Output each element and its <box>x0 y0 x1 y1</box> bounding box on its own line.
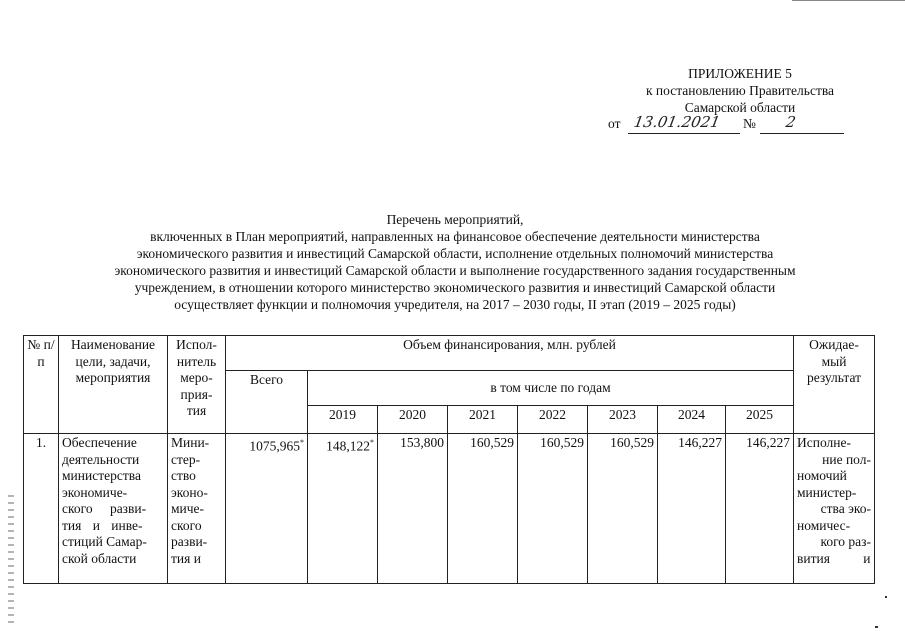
cell-line: ства эко- <box>820 501 871 516</box>
scan-speck <box>875 626 878 628</box>
cell-line: номичес- <box>797 517 851 533</box>
row-value-2022: 160,529 <box>518 434 588 584</box>
cell-line: стер- <box>171 451 201 467</box>
title-line: экономического развития и инвестиций Самарской области и выполнение государственного задания государственным <box>114 263 796 278</box>
appendix-subtitle: к постановлению Правительства <box>645 83 835 98</box>
header-num: № п/п <box>24 336 59 434</box>
table-row <box>24 434 875 584</box>
cell-line: кого раз- <box>820 534 871 549</box>
row-value-2024: 146,227 <box>658 434 726 584</box>
footnote-mark: * <box>370 438 374 447</box>
cell-line: Исполне- <box>797 435 851 450</box>
scan-speck <box>885 596 887 598</box>
top-edge-line <box>792 0 905 1</box>
footnote-mark: * <box>300 438 304 447</box>
title-line: Перечень мероприятий, <box>386 212 524 227</box>
header-year: 2025 <box>726 406 794 434</box>
cell-line: министер- <box>797 484 857 500</box>
value: 148,122 <box>326 438 370 454</box>
header-by-years: в том числе по годам <box>308 371 794 406</box>
row-value-2025: 146,227 <box>726 434 794 584</box>
cell-line: миче- <box>171 501 205 516</box>
title-line: экономического развития и инвестиций Самарской области, исполнение отдельных полномочий министерства <box>136 246 774 261</box>
header-year: 2020 <box>378 406 448 434</box>
cell-line: вития и <box>797 550 871 566</box>
measures-table <box>23 335 875 584</box>
row-total <box>226 434 308 584</box>
header-year: 2021 <box>448 406 518 434</box>
row-num: 1. <box>24 434 59 584</box>
row-result <box>794 434 875 584</box>
decree-date-line <box>608 113 848 136</box>
cell-line: тия и инве- <box>62 517 143 533</box>
cell-line: разви- <box>171 534 208 549</box>
title-line: включенных в План мероприятий, направленных на финансовое обеспечение деятельности министерства <box>150 229 760 244</box>
cell-line: ского <box>171 517 202 533</box>
cell-line: деятельности <box>62 451 140 467</box>
cell-line: ние пол- <box>822 451 871 467</box>
header-year: 2023 <box>588 406 658 434</box>
title-line: осуществляет функции и полномочия учредителя, на 2017 – 2030 годы, II этап (2019 – 2025 годы) <box>174 297 736 312</box>
header-name: Наименование цели, задачи, мероприятия <box>59 336 168 434</box>
row-value-2019 <box>308 434 378 584</box>
cell-line: министерства <box>62 468 141 483</box>
header-result: Ожидае-мый результат <box>794 336 875 434</box>
cell-line: эконо- <box>171 484 208 500</box>
appendix-region: Самарской области <box>684 100 796 115</box>
cell-line: ского разви- <box>62 501 147 516</box>
date-underline <box>628 133 740 134</box>
header-year: 2022 <box>518 406 588 434</box>
header-funding: Объем финансирования, млн. рублей <box>226 336 794 371</box>
cell-line: ство <box>171 468 196 483</box>
row-name <box>59 434 168 584</box>
row-value-2021: 160,529 <box>448 434 518 584</box>
document-title <box>40 211 870 313</box>
handwritten-date: 13.01.2021 <box>632 113 722 131</box>
header-year: 2024 <box>658 406 726 434</box>
number-underline <box>760 133 844 134</box>
handwritten-number: 2 <box>784 113 798 131</box>
scan-margin-marks <box>8 495 14 625</box>
cell-line: ской области <box>62 550 137 566</box>
header-total: Всего <box>226 371 308 434</box>
number-label: № <box>743 116 756 131</box>
title-line: учреждением, в отношении которого министерство экономического развития и инвестиций Самарской области <box>134 280 776 295</box>
cell-line: экономиче- <box>62 484 128 500</box>
cell-line: Обеспечение <box>62 435 137 450</box>
header-year: 2019 <box>308 406 378 434</box>
row-value-2020: 153,800 <box>378 434 448 584</box>
from-label: от <box>608 116 621 131</box>
row-value-2023: 160,529 <box>588 434 658 584</box>
cell-line: стиций Самар- <box>62 534 147 549</box>
header-row <box>24 336 875 371</box>
total-value: 1075,965 <box>249 438 300 454</box>
cell-line: тия и <box>171 550 201 566</box>
cell-line: номочий <box>797 468 847 483</box>
row-executor <box>168 434 226 584</box>
appendix-heading: ПРИЛОЖЕНИЕ 5 <box>688 66 792 81</box>
cell-line: Мини- <box>171 435 210 450</box>
header-executor: Испол-нитель меро-прия-тия <box>168 336 226 434</box>
